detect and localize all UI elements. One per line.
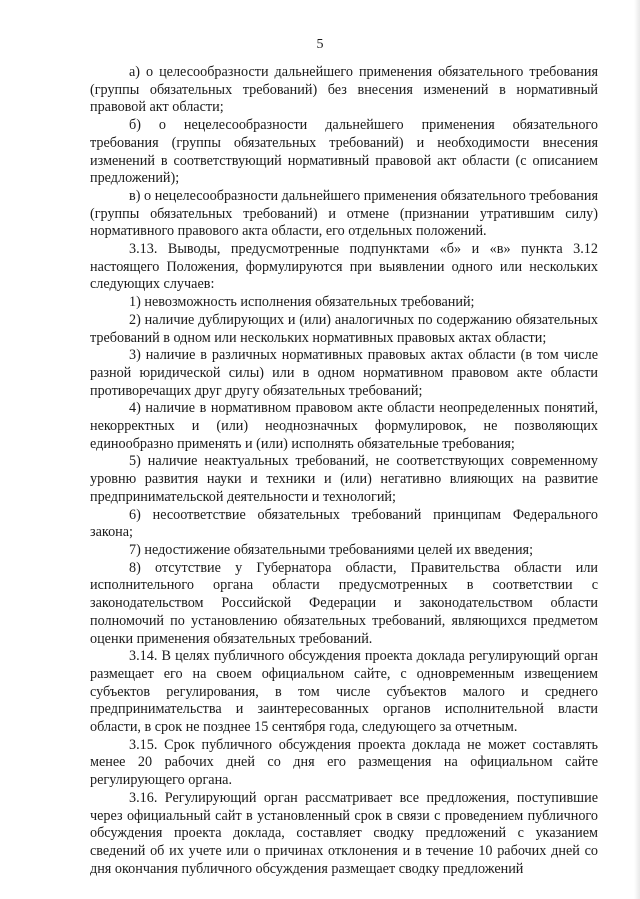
paragraph-3-13: 3.13. Выводы, предусмотренные подпунктами «б» и «в» пункта 3.12 настоящего Положения, формулируются при выявлении одного или нескольких следующих случаев: <box>90 241 598 293</box>
paragraph-option-c: в) о нецелесообразности дальнейшего применения обязательного требования (группы обязательных требований) и отмене (признании утратившим силу) нормативного правового акта области, его отдельных положений. <box>90 187 598 240</box>
paragraph-case-4: 4) наличие в нормативном правовом акте области неопределенных понятий, некорректных и (или) неоднозначных формулировок, не позволяющих единообразно применять и (или) исполнять обязательные требования; <box>90 400 598 452</box>
paragraph-case-5: 5) наличие неактуальных требований, не соответствующих современному уровню развития науки и техники и (или) негативно влияющих на развитие предпринимательской деятельности и технологий; <box>90 453 598 505</box>
paragraph-3-16: 3.16. Регулирующий орган рассматривает все предложения, поступившие через официальный сайт в установленный срок в связи с проведением публичного обсуждения проекта доклада, составляет сводку предложений с указанием сведений об их учете или о причинах отклонения и в течение 10 рабочих дней со дня окончания публичного обсуждения размещает сводку предложений <box>90 789 598 877</box>
scan-edge-shadow <box>634 0 640 899</box>
paragraph-case-2: 2) наличие дублирующих и (или) аналогичных по содержанию обязательных требований в одном или нескольких нормативных правовых актах области; <box>90 311 598 346</box>
paragraph-case-8: 8) отсутствие у Губернатора области, Правительства области или исполнительного органа области предусмотренных в соответствии с законодательством Российской Федерации и законодательством области полномочий по установлению обязательных требований, являющихся предметом оценки применения обязательных требований. <box>90 559 598 647</box>
paragraph-case-7: 7) недостижение обязательными требованиями целей их введения; <box>129 541 534 558</box>
paragraph-3-15: 3.15. Срок публичного обсуждения проекта доклада не может составлять менее 20 рабочих дней со дня его размещения на официальном сайте регулирующего органа. <box>90 736 598 789</box>
paragraph-case-1: 1) невозможность исполнения обязательных требований; <box>129 294 475 311</box>
paragraph-case-6: 6) несоответствие обязательных требований принципам Федерального закона; <box>90 506 598 541</box>
paragraph-case-3: 3) наличие в различных нормативных правовых актах области (в том числе разной юридической силы) или в одном нормативном правовом акте области противоречащих друг другу обязательных требований; <box>90 347 598 399</box>
paragraph-3-14: 3.14. В целях публичного обсуждения проекта доклада регулирующий орган размещает его на своем официальном сайте, с одновременным извещением субъектов регулирования, в том числе субъектов малого и среднего предпринимательства и заинтересованных органов исполнительной власти области, в срок не позднее 15 сентября года, следующего за отчетным. <box>90 648 598 736</box>
paragraph-option-b: б) о нецелесообразности дальнейшего применения обязательного требования (группы обязательных требований) и необходимости внесения изменений в соответствующий нормативный правовой акт области (с описанием предложений); <box>90 117 598 187</box>
paragraph-option-a: а) о целесообразности дальнейшего применения обязательного требования (группы обязательных требований) без внесения изменений в нормативный правовой акт области; <box>90 64 598 116</box>
document-body <box>90 64 598 878</box>
page-number: 5 <box>316 37 324 52</box>
